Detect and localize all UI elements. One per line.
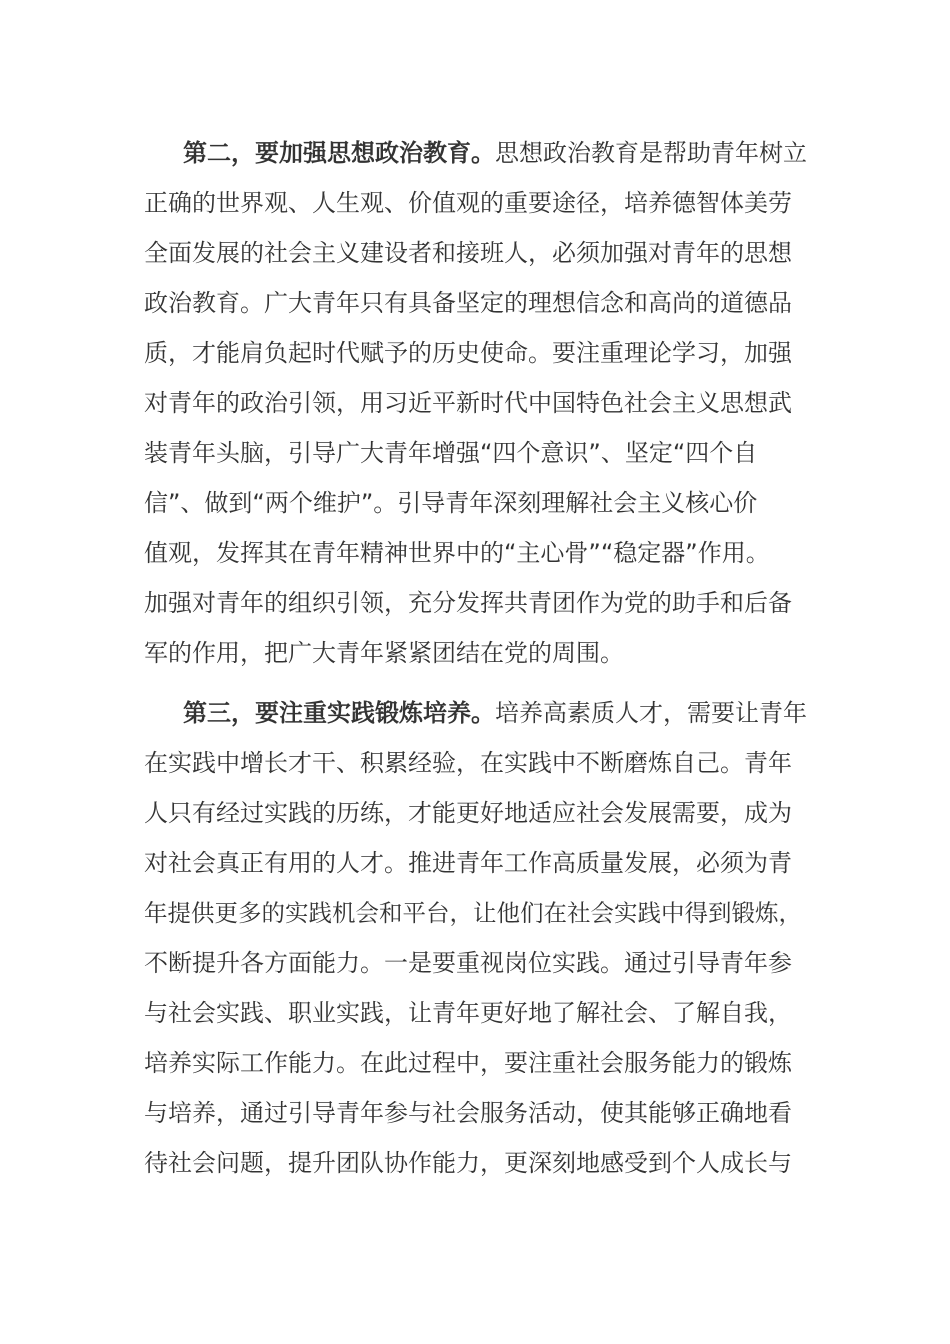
paragraph-line: 对社会真正有用的人才。推进青年工作高质量发展，必须为青 — [144, 849, 792, 877]
paragraph-line: 培养实际工作能力。在此过程中，要注重社会服务能力的锻炼 — [144, 1049, 792, 1077]
paragraph-line: 装青年头脑，引导广大青年增强“四个意识”、坚定“四个自 — [144, 439, 758, 467]
paragraph-line: 军的作用，把广大青年紧紧团结在党的周围。 — [144, 639, 624, 667]
paragraph-line: 不断提升各方面能力。一是要重视岗位实践。通过引导青年参 — [144, 949, 792, 977]
paragraph-line: 与培养，通过引导青年参与社会服务活动，使其能够正确地看 — [144, 1099, 792, 1127]
paragraph-third — [144, 688, 809, 1188]
paragraph-lead-heading: 第三，要注重实践锻炼培养。 — [183, 699, 495, 727]
paragraph-line: 与社会实践、职业实践，让青年更好地了解社会、了解自我， — [144, 999, 792, 1027]
paragraph-line: 正确的世界观、人生观、价值观的重要途径，培养德智体美劳 — [144, 189, 792, 217]
paragraph-line: 信”、做到“两个维护”。引导青年深刻理解社会主义核心价 — [144, 489, 758, 517]
paragraph-line: 对青年的政治引领，用习近平新时代中国特色社会主义思想武 — [144, 389, 792, 417]
paragraph-line — [144, 128, 809, 178]
paragraph-line: 政治教育。广大青年只有具备坚定的理想信念和高尚的道德品 — [144, 289, 792, 317]
paragraph-line: 人只有经过实践的历练，才能更好地适应社会发展需要，成为 — [144, 799, 792, 827]
paragraph-line: 全面发展的社会主义建设者和接班人，必须加强对青年的思想 — [144, 239, 792, 267]
paragraph-second — [144, 128, 809, 678]
paragraph-line: 在实践中增长才干、积累经验，在实践中不断磨炼自己。青年 — [144, 749, 792, 777]
paragraph-line — [144, 688, 809, 738]
paragraph-lead-heading: 第二，要加强思想政治教育。 — [183, 139, 495, 167]
paragraph-line-text: 思想政治教育是帮助青年树立 — [495, 139, 807, 167]
paragraph-line: 加强对青年的组织引领，充分发挥共青团作为党的助手和后备 — [144, 589, 792, 617]
paragraph-line: 年提供更多的实践机会和平台，让他们在社会实践中得到锻炼， — [144, 899, 802, 927]
paragraph-line: 待社会问题，提升团队协作能力，更深刻地感受到个人成长与 — [144, 1149, 792, 1177]
paragraph-line: 质，才能肩负起时代赋予的历史使命。要注重理论学习，加强 — [144, 339, 792, 367]
paragraph-line: 值观，发挥其在青年精神世界中的“主心骨”“稳定器”作用。 — [144, 539, 770, 567]
paragraph-line-text: 培养高素质人才，需要让青年 — [495, 699, 807, 727]
